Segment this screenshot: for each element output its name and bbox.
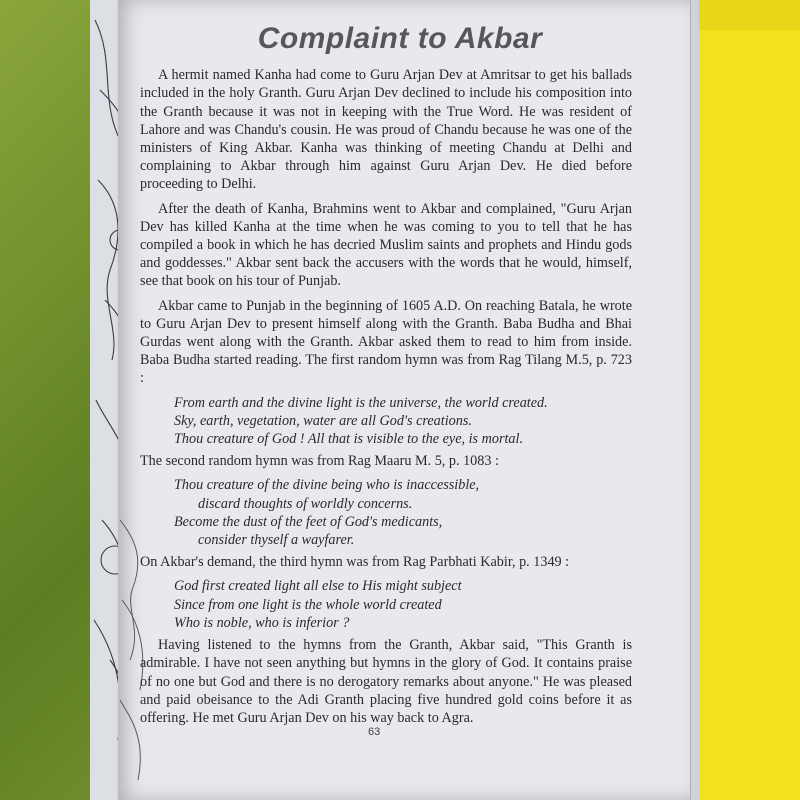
hymn-maaru [174,476,632,549]
paragraph-batala: Akbar came to Punjab in the beginning of 1605 A.D. On reaching Batala, he wrote to Guru Arjan Dev to present himself along with the Granth. Baba Budha and Bhai Gurdas went along with the Granth. Akbar asked them to read to him from inside. Baba Budha started reading. The first random hymn was from Rag Tilang M.5, p. 723 : [140,297,632,387]
verse-line: Become the dust of the feet of God's medicants, [174,513,443,530]
hymn-parbhati [174,577,632,632]
second-hymn-intro: The second random hymn was from Rag Maaru M. 5, p. 1083 : [140,453,499,470]
verse-line: discard thoughts of worldly concerns. [198,495,413,512]
page-title: Complaint to Akbar [257,22,543,55]
paragraph-kanha: A hermit named Kanha had come to Guru Arjan Dev at Amritsar to get his ballads included in the holy Granth. Guru Arjan Dev declined to include his composition into the Granth because it was not in keeping with the True Word. He was resident of Lahore and was Chandu's cousin. He was proud of Chandu because he was one of the ministers of King Akbar. Kanha was thinking of meeting Chandu at Delhi and complaining to Akbar through him against Guru Arjan Dev. He died before proceeding to Delhi. [140,67,632,193]
verse-line: Since from one light is the whole world created [174,596,442,613]
third-hymn-intro: On Akbar's demand, the third hymn was from Rag Parbhati Kabir, p. 1349 : [140,554,570,571]
verse-line: consider thyself a wayfarer. [198,532,355,549]
page-number: 63 [368,726,381,738]
verse-line: Thou creature of the divine being who is inaccessible, [174,477,480,494]
verse-line: Who is noble, who is inferior ? [174,614,350,631]
verse-line: From earth and the divine light is the universe, the world created. [174,394,548,411]
verse-line: Sky, earth, vegetation, water are all God's creations. [174,412,472,429]
page-text [140,22,632,733]
verse-line: God first created light all else to His might subject [174,578,462,595]
verse-line: Thou creature of God ! All that is visible to the eye, is mortal. [174,431,523,448]
paragraph-brahmins: After the death of Kanha, Brahmins went to Akbar and complained, "Guru Arjan Dev has killed Kanha at the time when he was coming to you to tell that he has compiled a book in which he has decried Muslim saints and prophets and Hindu gods and goddesses." Akbar sent back the accusers with the words that he would, himself, see that book on his tour of Punjab. [140,200,632,290]
page-edge [690,0,699,800]
paragraph-closing: Having listened to the hymns from the Granth, Akbar said, "This Granth is admirable. I have not seen anything but hymns in the glory of God. It contains praise of no one but God and there is no derogatory remarks about anyone." He was pleased and paid obeisance to the Adi Granth placing five hundred gold coins before it as offering. He met Guru Arjan Dev on his way back to Agra. [140,637,632,726]
hymn-tilang [174,394,632,449]
